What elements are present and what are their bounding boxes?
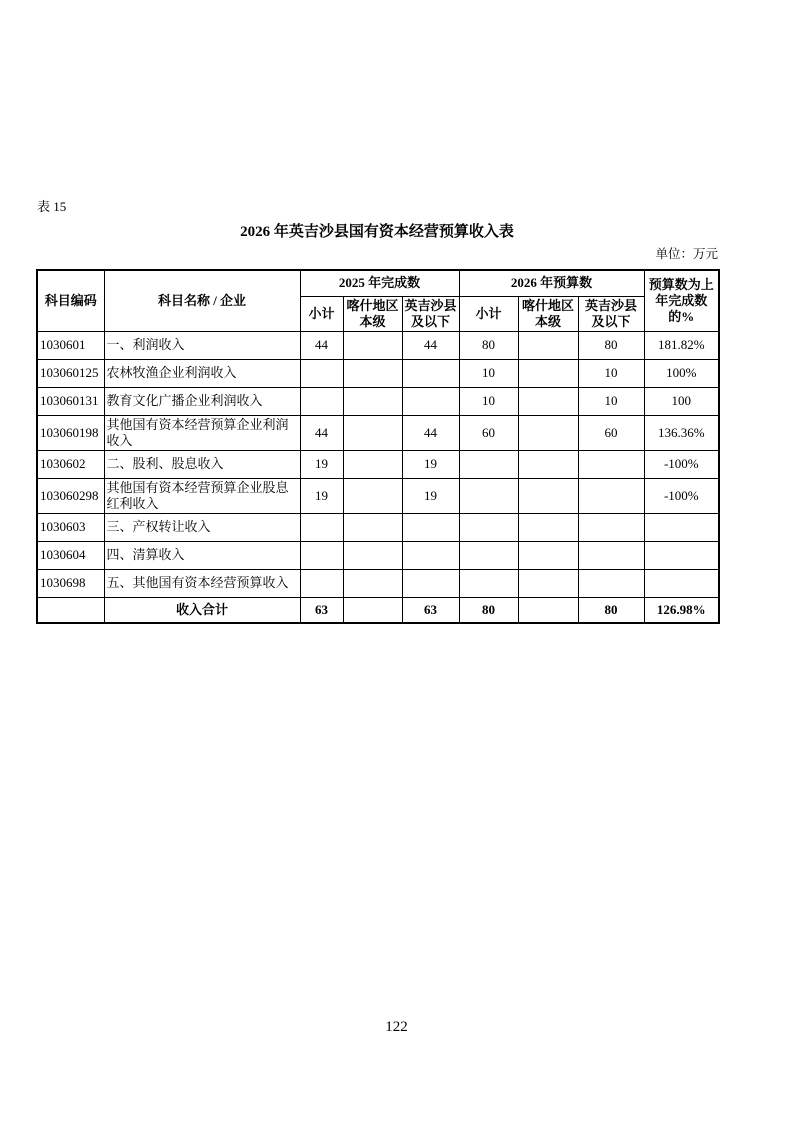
header-group-2025: 2025 年完成数: [300, 270, 459, 296]
cell-subject-name: 农林牧渔企业利润收入: [104, 359, 300, 387]
cell-subject-code: 103060131: [37, 387, 104, 415]
page-number: 122: [385, 1019, 408, 1035]
cell-ratio: 100: [644, 387, 719, 415]
header-2026-subtotal: 小计: [459, 296, 518, 331]
table-row: [37, 478, 719, 513]
cell-amount: [343, 359, 402, 387]
cell-amount: [343, 450, 402, 478]
cell-subject-code: 1030603: [37, 513, 104, 541]
cell-amount: 44: [300, 415, 343, 450]
table-row: [37, 541, 719, 569]
cell-amount: 44: [402, 415, 459, 450]
cell-amount: 60: [578, 415, 644, 450]
cell-subject-name: 四、清算收入: [104, 541, 300, 569]
cell-amount: [459, 478, 518, 513]
cell-amount: 10: [459, 359, 518, 387]
header-row-groups: [37, 270, 719, 296]
cell-amount: [459, 513, 518, 541]
cell-amount: [343, 415, 402, 450]
cell-amount: 19: [402, 450, 459, 478]
cell-amount: [343, 569, 402, 597]
cell-amount: 10: [578, 359, 644, 387]
cell-amount: [300, 513, 343, 541]
cell-amount: [518, 513, 578, 541]
cell-ratio: [644, 513, 719, 541]
table-label: 表 15: [37, 199, 67, 214]
cell-amount: [518, 541, 578, 569]
cell-ratio: [644, 541, 719, 569]
cell-ratio: 126.98%: [644, 597, 719, 623]
cell-amount: [578, 569, 644, 597]
cell-amount: [518, 387, 578, 415]
cell-amount: [343, 597, 402, 623]
table-row: [37, 359, 719, 387]
cell-subject-code: 103060298: [37, 478, 104, 513]
header-2026-county: 英吉沙县及以下: [578, 296, 644, 331]
table-row: [37, 569, 719, 597]
cell-amount: [459, 450, 518, 478]
cell-amount: [343, 478, 402, 513]
cell-amount: [578, 513, 644, 541]
cell-amount: [518, 415, 578, 450]
cell-amount: [343, 513, 402, 541]
cell-amount: 44: [300, 331, 343, 359]
cell-amount: 63: [402, 597, 459, 623]
page-title: 2026 年英吉沙县国有资本经营预算收入表: [240, 224, 514, 240]
cell-subject-code: 1030604: [37, 541, 104, 569]
cell-amount: 60: [459, 415, 518, 450]
header-subject-code: 科目编码: [37, 270, 104, 331]
cell-amount: 19: [300, 450, 343, 478]
header-2025-county: 英吉沙县及以下: [402, 296, 459, 331]
cell-subject-code: 1030602: [37, 450, 104, 478]
cell-amount: [402, 569, 459, 597]
header-ratio: 预算数为上年完成数的%: [644, 270, 719, 331]
header-group-2026: 2026 年预算数: [459, 270, 644, 296]
cell-subject-name: 五、其他国有资本经营预算收入: [104, 569, 300, 597]
cell-ratio: 136.36%: [644, 415, 719, 450]
cell-amount: [343, 331, 402, 359]
cell-subject-code: [37, 597, 104, 623]
cell-amount: [578, 478, 644, 513]
cell-ratio: 181.82%: [644, 331, 719, 359]
cell-amount: [518, 331, 578, 359]
cell-subject-code: 103060125: [37, 359, 104, 387]
cell-amount: [518, 569, 578, 597]
cell-subject-name: 教育文化广播企业利润收入: [104, 387, 300, 415]
cell-subject-name: 一、利润收入: [104, 331, 300, 359]
cell-amount: [300, 541, 343, 569]
cell-amount: [402, 541, 459, 569]
cell-amount: [518, 478, 578, 513]
cell-amount: [518, 359, 578, 387]
cell-amount: 63: [300, 597, 343, 623]
cell-amount: [402, 387, 459, 415]
cell-amount: 80: [578, 597, 644, 623]
header-2026-prefecture: 喀什地区本级: [518, 296, 578, 331]
table-body: [37, 331, 719, 623]
header-subject-name: 科目名称 / 企业: [104, 270, 300, 331]
cell-total-label: 收入合计: [104, 597, 300, 623]
cell-amount: [578, 450, 644, 478]
table-row: [37, 331, 719, 359]
table-total-row: [37, 597, 719, 623]
table-header: [37, 270, 719, 331]
cell-amount: [459, 569, 518, 597]
cell-amount: [402, 359, 459, 387]
cell-amount: [343, 387, 402, 415]
cell-amount: 80: [459, 331, 518, 359]
header-2025-prefecture: 喀什地区本级: [343, 296, 402, 331]
cell-amount: [300, 569, 343, 597]
cell-subject-code: 1030698: [37, 569, 104, 597]
cell-amount: [518, 450, 578, 478]
cell-amount: 80: [459, 597, 518, 623]
cell-ratio: -100%: [644, 478, 719, 513]
cell-subject-name: 三、产权转让收入: [104, 513, 300, 541]
cell-amount: 19: [300, 478, 343, 513]
cell-amount: 10: [459, 387, 518, 415]
cell-amount: [300, 359, 343, 387]
cell-amount: [459, 541, 518, 569]
unit-note: 单位：万元: [655, 247, 718, 261]
table-row: [37, 513, 719, 541]
cell-subject-name: 二、股利、股息收入: [104, 450, 300, 478]
budget-revenue-table: [36, 269, 720, 624]
cell-amount: [402, 513, 459, 541]
table-row: [37, 415, 719, 450]
header-2025-subtotal: 小计: [300, 296, 343, 331]
cell-amount: 10: [578, 387, 644, 415]
cell-ratio: 100%: [644, 359, 719, 387]
cell-amount: 19: [402, 478, 459, 513]
cell-subject-code: 103060198: [37, 415, 104, 450]
table-row: [37, 387, 719, 415]
cell-subject-name: 其他国有资本经营预算企业利润收入: [104, 415, 300, 450]
cell-amount: 44: [402, 331, 459, 359]
table-row: [37, 450, 719, 478]
cell-subject-code: 1030601: [37, 331, 104, 359]
cell-ratio: [644, 569, 719, 597]
cell-ratio: -100%: [644, 450, 719, 478]
cell-subject-name: 其他国有资本经营预算企业股息红利收入: [104, 478, 300, 513]
cell-amount: [300, 387, 343, 415]
cell-amount: 80: [578, 331, 644, 359]
cell-amount: [343, 541, 402, 569]
cell-amount: [518, 597, 578, 623]
cell-amount: [578, 541, 644, 569]
